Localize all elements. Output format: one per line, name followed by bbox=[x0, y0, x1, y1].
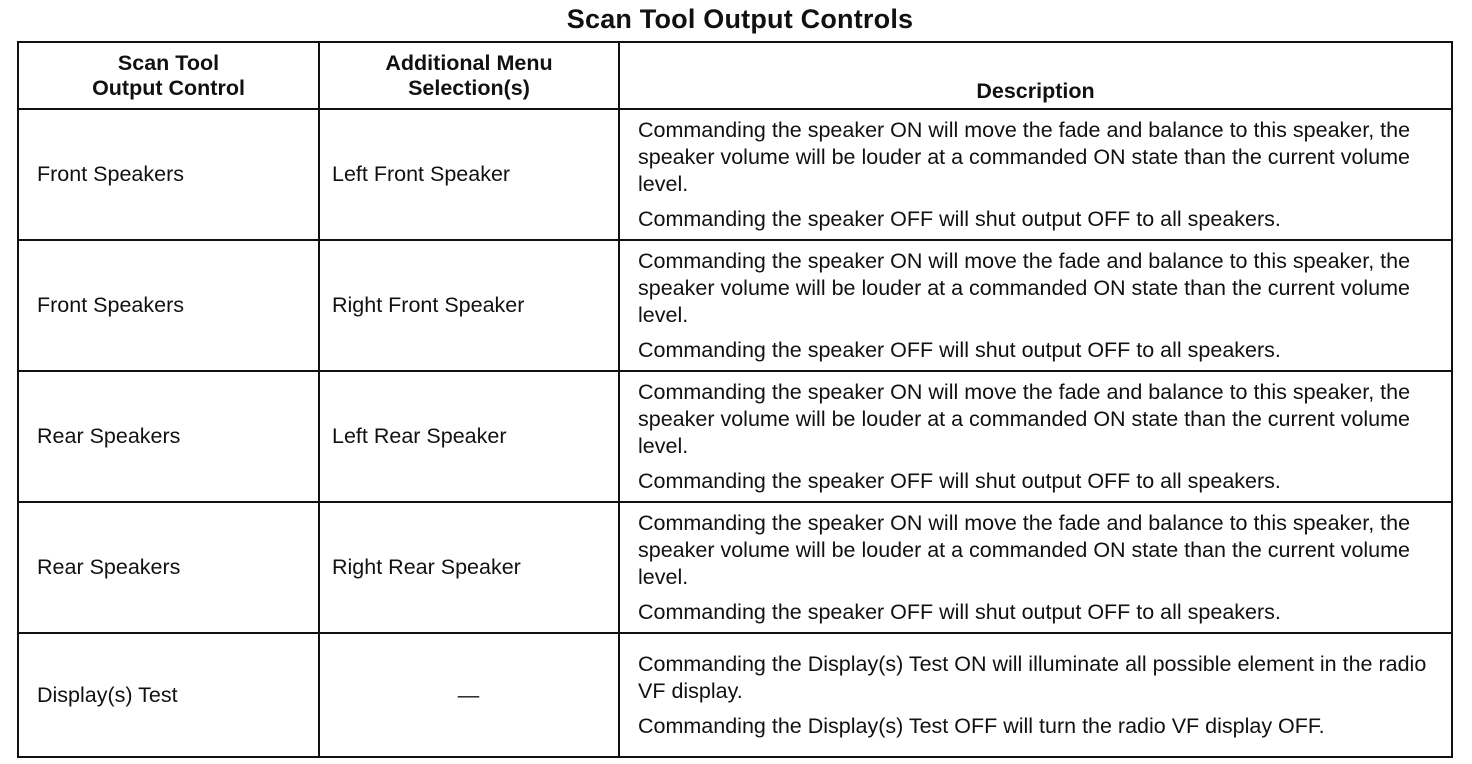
description-cell bbox=[619, 240, 1452, 371]
menu-selection-cell: Left Rear Speaker bbox=[319, 371, 619, 502]
output-control-cell: Display(s) Test bbox=[18, 633, 319, 757]
menu-selection-cell: Right Rear Speaker bbox=[319, 502, 619, 633]
description-on-text: Commanding the speaker ON will move the fade and balance to this speaker, the speaker volume will be louder at a commanded ON state than the current volume level. bbox=[638, 510, 1411, 589]
table-row bbox=[18, 502, 1452, 633]
table-title: Scan Tool Output Controls bbox=[566, 4, 914, 34]
table-row bbox=[18, 371, 1452, 502]
output-control-cell: Rear Speakers bbox=[18, 371, 319, 502]
header-menu-selection bbox=[319, 42, 619, 109]
output-control-cell: Front Speakers bbox=[18, 109, 319, 240]
output-control-cell: Front Speakers bbox=[18, 240, 319, 371]
description-cell bbox=[619, 633, 1452, 757]
description-cell bbox=[619, 371, 1452, 502]
header-description: Description bbox=[619, 42, 1452, 109]
output-controls-table bbox=[17, 41, 1453, 758]
description-off-text: Commanding the speaker OFF will shut output OFF to all speakers. bbox=[638, 206, 1281, 231]
description-cell bbox=[619, 502, 1452, 633]
table-header-row bbox=[18, 42, 1452, 109]
description-on-text: Commanding the Display(s) Test ON will illuminate all possible element in the radio VF display. bbox=[638, 651, 1427, 703]
menu-selection-cell: Left Front Speaker bbox=[319, 109, 619, 240]
header-output-control-line1: Scan Tool bbox=[117, 50, 220, 75]
description-off-text: Commanding the speaker OFF will shut output OFF to all speakers. bbox=[638, 468, 1281, 493]
header-menu-selection-line1: Additional Menu bbox=[385, 50, 553, 75]
header-output-control bbox=[18, 42, 319, 109]
menu-selection-cell: Right Front Speaker bbox=[319, 240, 619, 371]
description-on-text: Commanding the speaker ON will move the fade and balance to this speaker, the speaker volume will be louder at a commanded ON state than the current volume level. bbox=[638, 117, 1411, 196]
description-off-text: Commanding the Display(s) Test OFF will turn the radio VF display OFF. bbox=[638, 713, 1325, 738]
table-row bbox=[18, 240, 1452, 371]
description-on-text: Commanding the speaker ON will move the fade and balance to this speaker, the speaker volume will be louder at a commanded ON state than the current volume level. bbox=[638, 248, 1411, 327]
header-output-control-line2: Output Control bbox=[92, 75, 245, 100]
description-on-text: Commanding the speaker ON will move the fade and balance to this speaker, the speaker volume will be louder at a commanded ON state than the current volume level. bbox=[638, 379, 1411, 458]
menu-selection-cell: — bbox=[319, 633, 619, 757]
description-cell bbox=[619, 109, 1452, 240]
table-row bbox=[18, 633, 1452, 757]
header-menu-selection-line2: Selection(s) bbox=[408, 75, 530, 100]
description-off-text: Commanding the speaker OFF will shut output OFF to all speakers. bbox=[638, 337, 1281, 362]
table-row bbox=[18, 109, 1452, 240]
output-control-cell: Rear Speakers bbox=[18, 502, 319, 633]
description-off-text: Commanding the speaker OFF will shut output OFF to all speakers. bbox=[638, 599, 1281, 624]
